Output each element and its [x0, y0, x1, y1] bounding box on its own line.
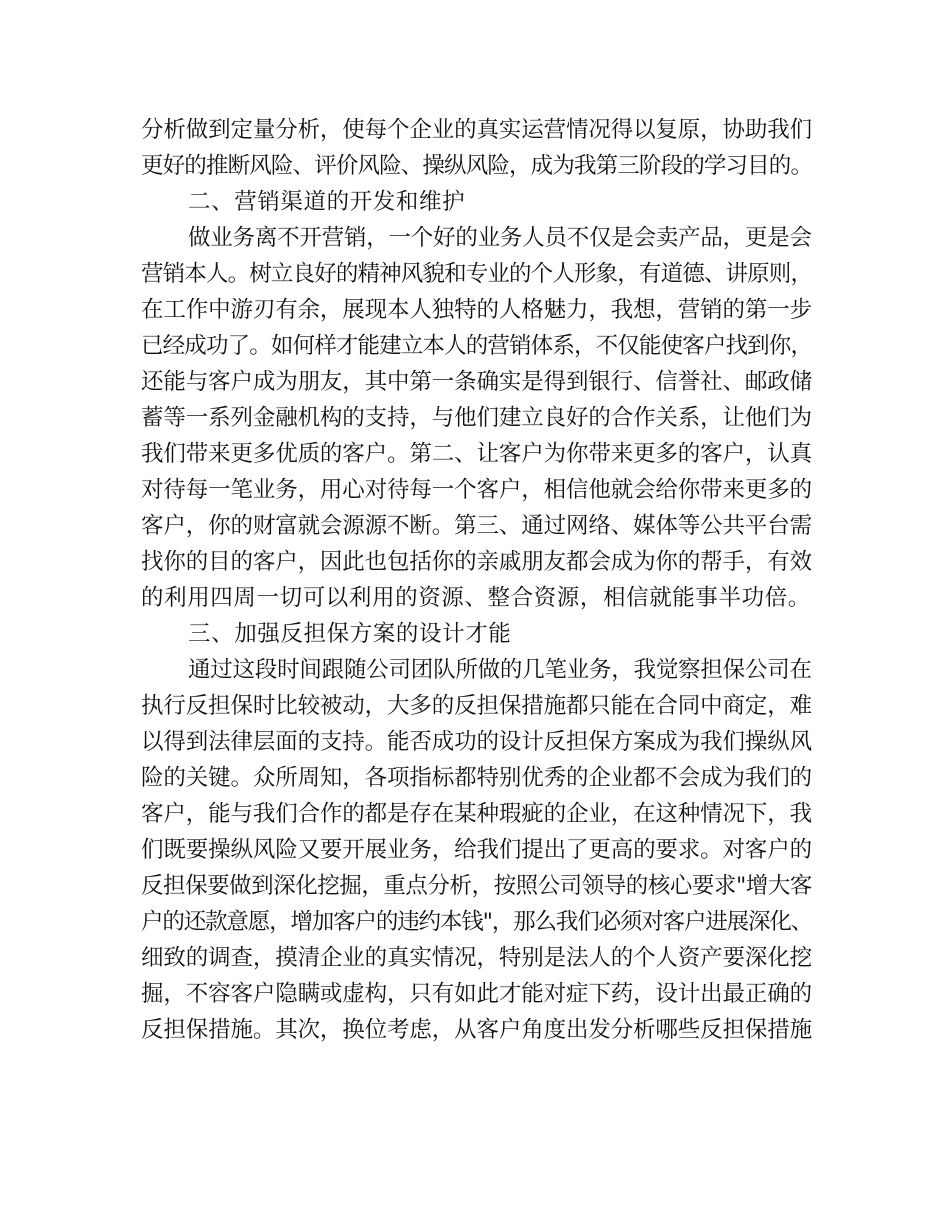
- text-line: 执行反担保时比较被动，大多的反担保措施都只能在合同中商定，难: [141, 693, 813, 719]
- paragraph-start: 做业务离不开营销，一个好的业务人员不仅是会卖产品，更是会: [188, 225, 812, 251]
- text-line: 的利用四周一切可以利用的资源、整合资源，相信就能事半功倍。: [141, 585, 811, 611]
- text-line: 客户，能与我们合作的都是存在某种瑕疵的企业，在这种情况下，我: [141, 801, 813, 827]
- section-heading-3: 三、加强反担保方案的设计才能: [188, 621, 512, 647]
- text-line: 们既要操纵风险又要开展业务，给我们提出了更高的要求。对客户的: [141, 837, 813, 863]
- text-line: 险的关键。众所周知，各项指标都特别优秀的企业都不会成为我们的: [141, 765, 813, 791]
- text-line: 反担保要做到深化挖掘，重点分析，按照公司领导的核心要求"增大客: [141, 873, 812, 899]
- text-line: 营销本人。树立良好的精神风貌和专业的个人形象，有道德、讲原则，: [141, 261, 813, 287]
- section-heading-2: 二、营销渠道的开发和维护: [188, 189, 466, 215]
- paragraph-start: 通过这段时间跟随公司团队所做的几笔业务，我觉察担保公司在: [188, 657, 812, 683]
- text-line: 找你的目的客户，因此也包括你的亲戚朋友都会成为你的帮手，有效: [141, 549, 813, 575]
- text-line: 分析做到定量分析，使每个企业的真实运营情况得以复原，协助我们: [141, 117, 813, 143]
- text-line: 客户，你的财富就会源源不断。第三、通过网络、媒体等公共平台需: [141, 513, 813, 539]
- text-line: 户的还款意愿，增加客户的违约本钱"，那么我们必须对客户进展深化、: [141, 909, 813, 935]
- text-line: 以得到法律层面的支持。能否成功的设计反担保方案成为我们操纵风: [141, 729, 813, 755]
- text-line: 还能与客户成为朋友，其中第一条确实是得到银行、信誉社、邮政储: [141, 369, 813, 395]
- text-line: 细致的调查，摸清企业的真实情况，特别是法人的个人资产要深化挖: [141, 945, 813, 971]
- text-line: 在工作中游刃有余，展现本人独特的人格魅力，我想，营销的第一步: [141, 297, 813, 323]
- text-line: 更好的推断风险、评价风险、操纵风险，成为我第三阶段的学习目的。: [141, 153, 813, 179]
- text-line: 我们带来更多优质的客户。第二、让客户为你带来更多的客户，认真: [141, 441, 813, 467]
- text-line: 蓄等一系列金融机构的支持，与他们建立良好的合作关系，让他们为: [141, 405, 813, 431]
- text-line: 掘，不容客户隐瞒或虚构，只有如此才能对症下药，设计出最正确的: [141, 981, 813, 1007]
- text-line: 反担保措施。其次，换位考虑，从客户角度出发分析哪些反担保措施: [141, 1017, 813, 1043]
- text-line: 已经成功了。如何样才能建立本人的营销体系，不仅能使客户找到你，: [141, 333, 813, 359]
- text-line: 对待每一笔业务，用心对待每一个客户，相信他就会给你带来更多的: [141, 477, 813, 503]
